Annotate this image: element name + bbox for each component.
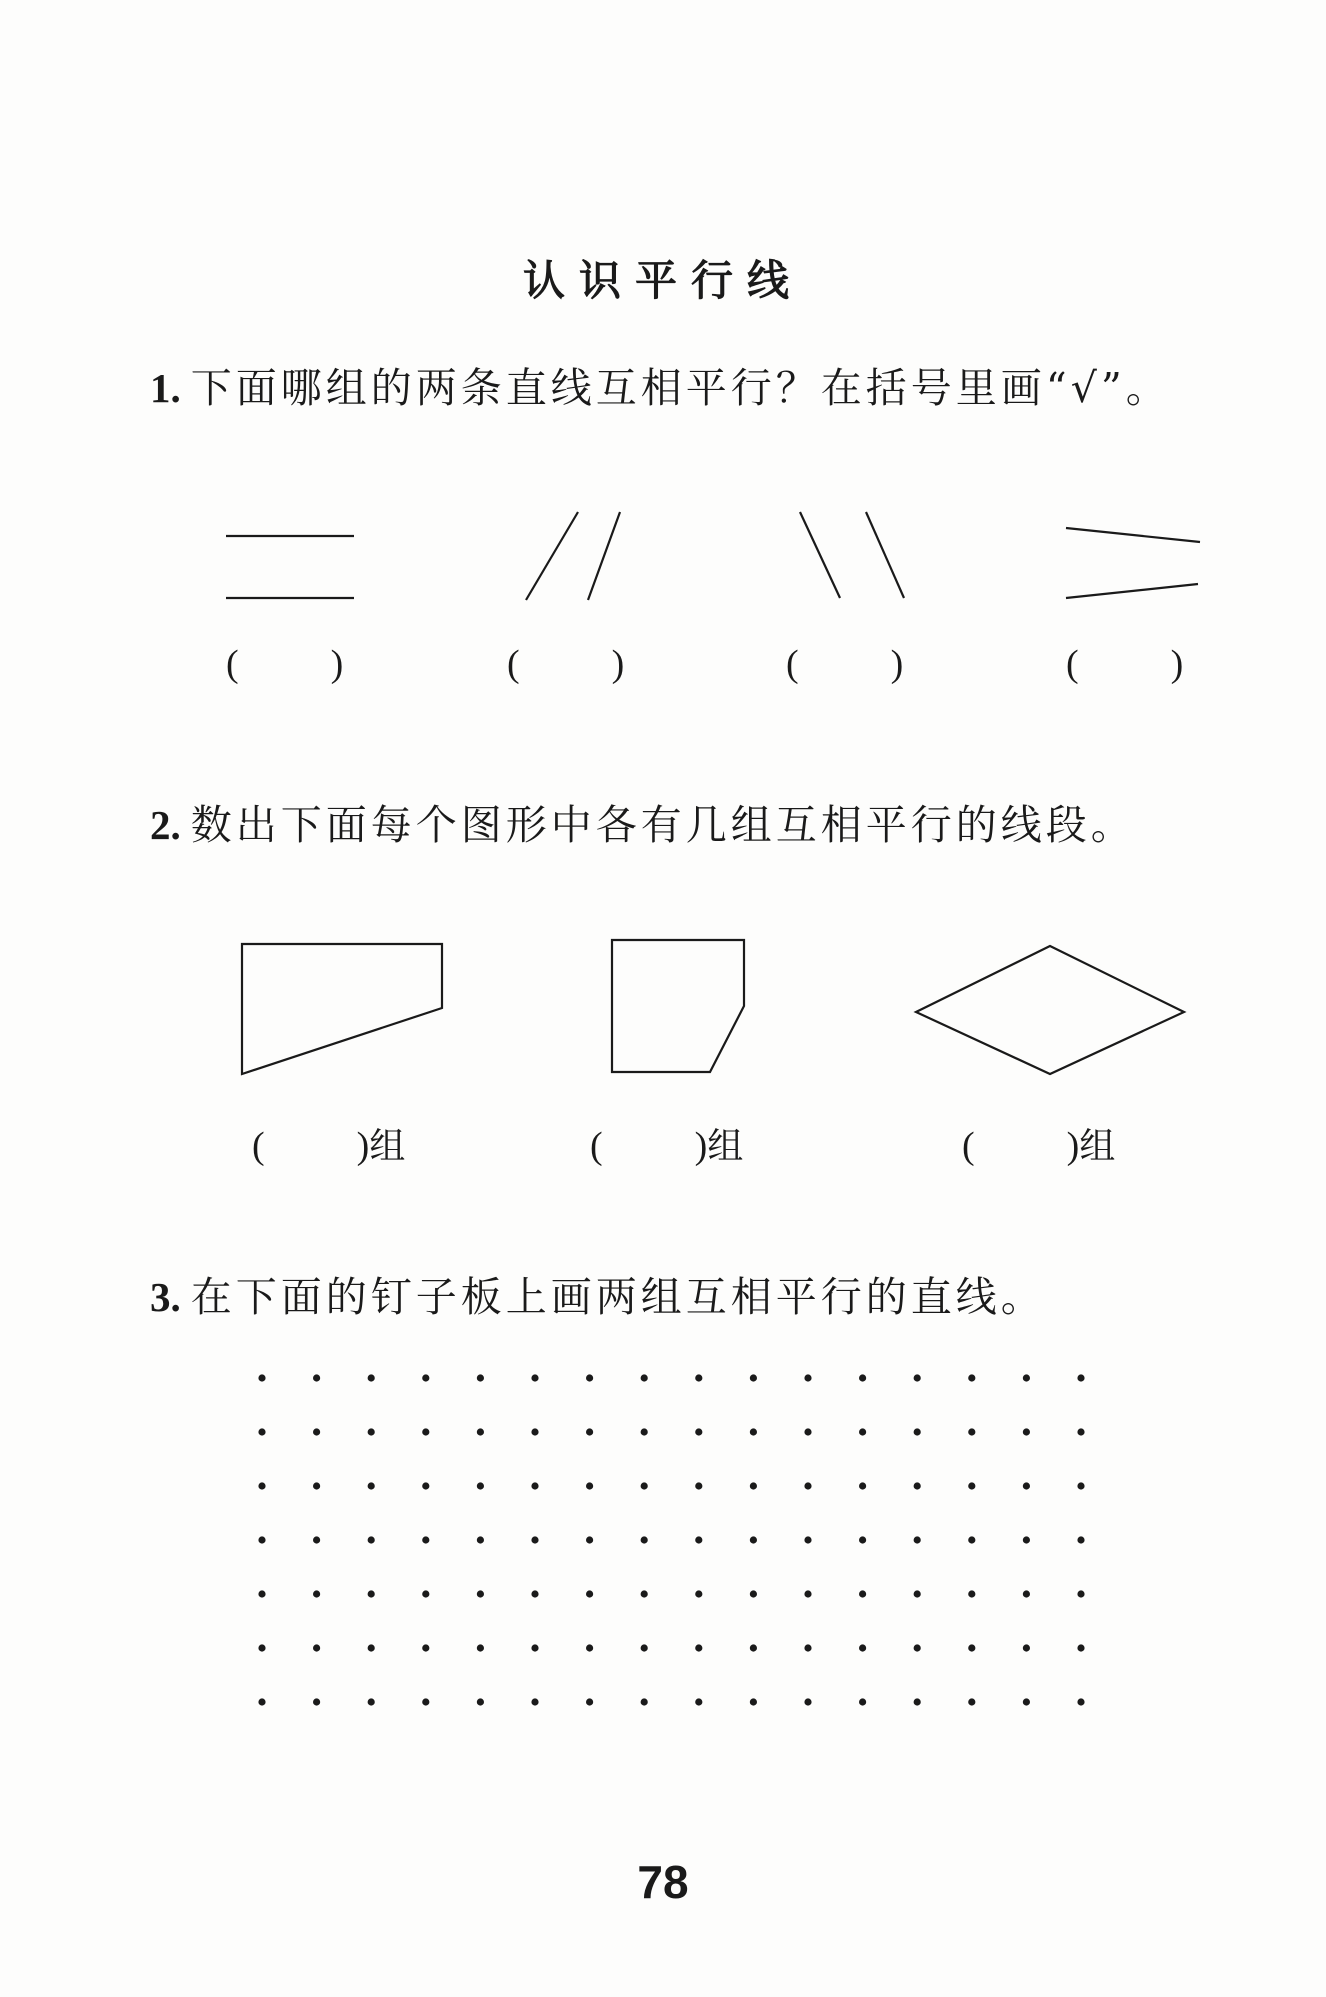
question-2-text: 数出下面每个图形中各有几组互相平行的线段。 <box>190 801 1136 849</box>
peg-dot[interactable] <box>531 1374 538 1381</box>
peg-dot[interactable] <box>586 1428 593 1435</box>
peg-dot[interactable] <box>859 1644 866 1651</box>
peg-dot[interactable] <box>914 1428 921 1435</box>
page-title: 认识平行线 <box>522 256 803 305</box>
peg-dot[interactable] <box>422 1698 429 1705</box>
question-1-number: 1. <box>150 365 181 411</box>
peg-dot[interactable] <box>914 1482 921 1489</box>
shape-rhombus <box>916 946 1184 1074</box>
question-2 <box>150 792 1136 851</box>
question-3-text: 在下面的钉子板上画两组互相平行的直线。 <box>190 1273 1046 1321</box>
peg-dot[interactable] <box>804 1374 811 1381</box>
peg-dot[interactable] <box>1023 1590 1030 1597</box>
peg-dot[interactable] <box>695 1644 702 1651</box>
peg-dot[interactable] <box>477 1428 484 1435</box>
q2-answer-2[interactable]: ( )组 <box>590 1125 744 1167</box>
peg-dot[interactable] <box>1077 1698 1084 1705</box>
peg-dot[interactable] <box>313 1644 320 1651</box>
pegboard <box>258 1374 1084 1705</box>
peg-dot[interactable] <box>968 1644 975 1651</box>
peg-dot[interactable] <box>313 1428 320 1435</box>
line-d2 <box>1066 584 1198 598</box>
q2-answer-1[interactable]: ( )组 <box>252 1125 406 1167</box>
peg-dot[interactable] <box>859 1698 866 1705</box>
q1-answer-2[interactable]: ( ) <box>507 643 625 685</box>
peg-dot[interactable] <box>477 1590 484 1597</box>
peg-dot[interactable] <box>368 1536 375 1543</box>
peg-dot[interactable] <box>750 1428 757 1435</box>
q2-answer-3[interactable]: ( )组 <box>962 1125 1116 1167</box>
peg-dot[interactable] <box>695 1698 702 1705</box>
peg-dot[interactable] <box>368 1698 375 1705</box>
line-b2 <box>588 512 620 600</box>
peg-dot[interactable] <box>1023 1374 1030 1381</box>
peg-dot[interactable] <box>1077 1428 1084 1435</box>
peg-dot[interactable] <box>422 1590 429 1597</box>
peg-dot[interactable] <box>695 1374 702 1381</box>
peg-dot[interactable] <box>968 1698 975 1705</box>
page-number: 78 <box>637 1856 689 1908</box>
peg-dot[interactable] <box>695 1428 702 1435</box>
peg-dot[interactable] <box>313 1698 320 1705</box>
peg-dot[interactable] <box>1077 1374 1084 1381</box>
peg-dot[interactable] <box>968 1428 975 1435</box>
line-pair-c <box>800 512 904 598</box>
peg-dot[interactable] <box>531 1590 538 1597</box>
peg-dot[interactable] <box>1077 1644 1084 1651</box>
peg-dot[interactable] <box>313 1482 320 1489</box>
peg-dot[interactable] <box>586 1536 593 1543</box>
peg-dot[interactable] <box>968 1536 975 1543</box>
peg-dot[interactable] <box>531 1698 538 1705</box>
peg-dot[interactable] <box>1023 1536 1030 1543</box>
peg-dot[interactable] <box>531 1428 538 1435</box>
peg-dot[interactable] <box>968 1374 975 1381</box>
peg-dot[interactable] <box>914 1590 921 1597</box>
peg-dot[interactable] <box>422 1644 429 1651</box>
peg-dot[interactable] <box>695 1482 702 1489</box>
peg-dot[interactable] <box>804 1482 811 1489</box>
peg-dot[interactable] <box>859 1482 866 1489</box>
peg-dot[interactable] <box>258 1428 265 1435</box>
peg-dot[interactable] <box>258 1482 265 1489</box>
peg-dot[interactable] <box>368 1644 375 1651</box>
peg-dot[interactable] <box>914 1536 921 1543</box>
peg-dot[interactable] <box>804 1428 811 1435</box>
peg-dot[interactable] <box>1023 1698 1030 1705</box>
question-3 <box>150 1264 1046 1323</box>
peg-dot[interactable] <box>258 1698 265 1705</box>
peg-dot[interactable] <box>477 1482 484 1489</box>
peg-dot[interactable] <box>531 1536 538 1543</box>
peg-dot[interactable] <box>477 1536 484 1543</box>
peg-dot[interactable] <box>859 1590 866 1597</box>
peg-dot[interactable] <box>313 1374 320 1381</box>
peg-dot[interactable] <box>586 1698 593 1705</box>
peg-dot[interactable] <box>750 1374 757 1381</box>
line-b1 <box>526 512 578 600</box>
q1-answer-1[interactable]: ( ) <box>226 643 344 685</box>
peg-dot[interactable] <box>422 1536 429 1543</box>
q1-answer-4[interactable]: ( ) <box>1066 643 1184 685</box>
peg-dot[interactable] <box>586 1374 593 1381</box>
peg-dot[interactable] <box>422 1482 429 1489</box>
q1-answer-3[interactable]: ( ) <box>786 643 904 685</box>
peg-dot[interactable] <box>258 1374 265 1381</box>
line-d1 <box>1066 528 1200 542</box>
peg-dot[interactable] <box>859 1374 866 1381</box>
peg-dot[interactable] <box>859 1428 866 1435</box>
peg-dot[interactable] <box>586 1590 593 1597</box>
peg-dot[interactable] <box>804 1644 811 1651</box>
peg-dot[interactable] <box>258 1644 265 1651</box>
peg-dot[interactable] <box>313 1590 320 1597</box>
peg-dot[interactable] <box>368 1374 375 1381</box>
peg-dot[interactable] <box>1023 1644 1030 1651</box>
peg-dot[interactable] <box>1077 1536 1084 1543</box>
peg-dot[interactable] <box>859 1536 866 1543</box>
q2-shapes <box>242 940 1184 1074</box>
peg-dot[interactable] <box>914 1644 921 1651</box>
peg-dot[interactable] <box>1023 1482 1030 1489</box>
peg-dot[interactable] <box>586 1482 593 1489</box>
line-pair-a <box>226 536 354 598</box>
peg-dot[interactable] <box>477 1644 484 1651</box>
line-pair-d <box>1066 528 1200 598</box>
peg-dot[interactable] <box>477 1698 484 1705</box>
peg-dot[interactable] <box>422 1374 429 1381</box>
peg-dot[interactable] <box>695 1590 702 1597</box>
peg-dot[interactable] <box>531 1644 538 1651</box>
shape-pentagon <box>612 940 744 1072</box>
q1-line-pairs <box>226 512 1200 600</box>
peg-dot[interactable] <box>641 1536 648 1543</box>
peg-dot[interactable] <box>586 1644 593 1651</box>
peg-dot[interactable] <box>641 1428 648 1435</box>
peg-dot[interactable] <box>368 1428 375 1435</box>
peg-dot[interactable] <box>968 1482 975 1489</box>
peg-dot[interactable] <box>695 1536 702 1543</box>
peg-dot[interactable] <box>641 1644 648 1651</box>
question-2-number: 2. <box>150 802 181 848</box>
peg-dot[interactable] <box>368 1482 375 1489</box>
peg-dot[interactable] <box>750 1482 757 1489</box>
peg-dot[interactable] <box>750 1698 757 1705</box>
peg-dot[interactable] <box>750 1644 757 1651</box>
shape-right-trapezoid <box>242 944 442 1074</box>
peg-dot[interactable] <box>477 1374 484 1381</box>
peg-dot[interactable] <box>914 1374 921 1381</box>
peg-dot[interactable] <box>641 1590 648 1597</box>
peg-dot[interactable] <box>422 1428 429 1435</box>
line-pair-b <box>526 512 620 600</box>
peg-dot[interactable] <box>258 1536 265 1543</box>
peg-dot[interactable] <box>368 1590 375 1597</box>
peg-dot[interactable] <box>313 1536 320 1543</box>
peg-dot[interactable] <box>1077 1482 1084 1489</box>
peg-dot[interactable] <box>804 1590 811 1597</box>
line-c1 <box>800 512 840 598</box>
peg-dot[interactable] <box>258 1590 265 1597</box>
peg-dot[interactable] <box>750 1536 757 1543</box>
question-1-text: 下面哪组的两条直线互相平行？在括号里画“√”。 <box>190 364 1171 412</box>
question-3-number: 3. <box>150 1274 181 1320</box>
peg-dot[interactable] <box>641 1482 648 1489</box>
peg-dot[interactable] <box>531 1482 538 1489</box>
peg-dot[interactable] <box>1023 1428 1030 1435</box>
peg-dot[interactable] <box>968 1590 975 1597</box>
line-c2 <box>866 512 904 598</box>
peg-dot[interactable] <box>641 1698 648 1705</box>
peg-dot[interactable] <box>641 1374 648 1381</box>
peg-dot[interactable] <box>914 1698 921 1705</box>
peg-dot[interactable] <box>804 1698 811 1705</box>
peg-dot[interactable] <box>1077 1590 1084 1597</box>
peg-dot[interactable] <box>804 1536 811 1543</box>
peg-dot[interactable] <box>750 1590 757 1597</box>
